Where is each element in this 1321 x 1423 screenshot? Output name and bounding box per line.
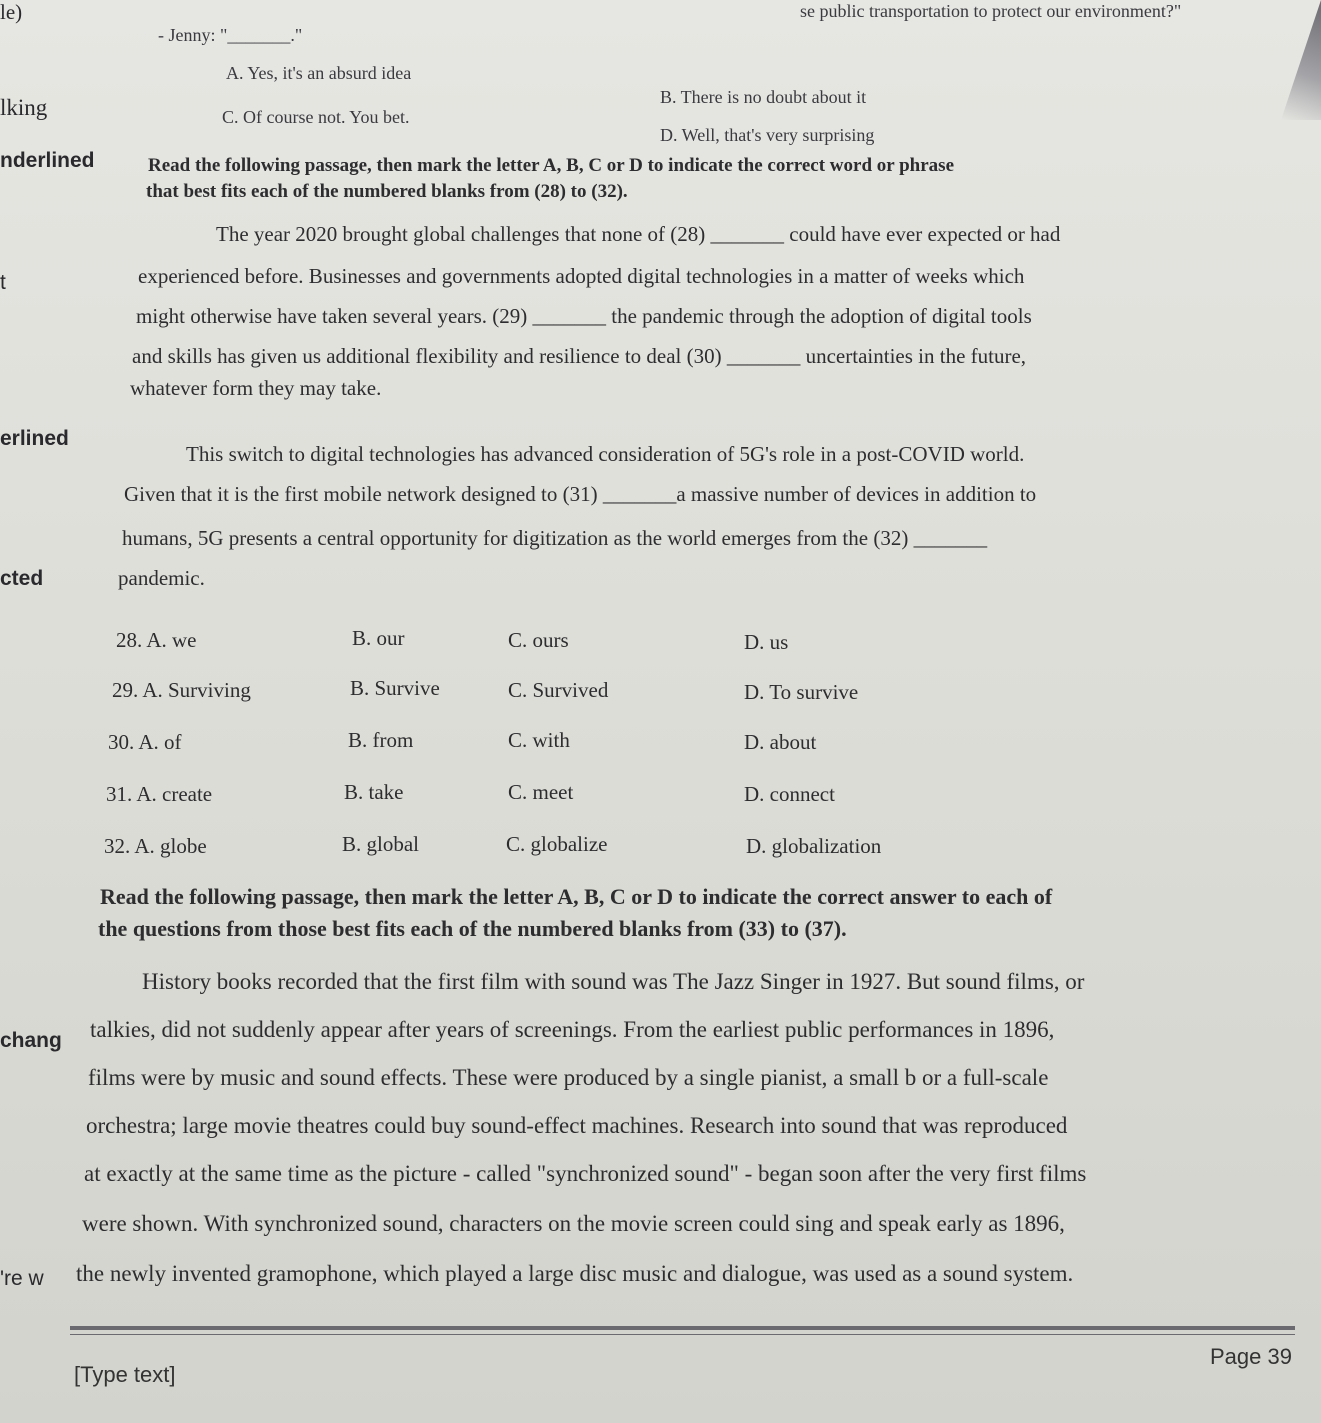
- option-c: C. ours: [508, 628, 569, 652]
- passage-line: talkies, did not suddenly appear after years of screenings. From the earliest public performances in 1896,: [90, 1017, 1055, 1042]
- passage-line: humans, 5G presents a central opportunity for digitization as the world emerges from the (32) _______: [122, 526, 988, 550]
- margin-fragment: cted: [0, 567, 44, 590]
- option-row-number: 30. A. of: [108, 730, 182, 754]
- option-b: B. global: [342, 832, 419, 856]
- option-b: B. take: [344, 780, 404, 804]
- option-row-number: 31. A. create: [106, 782, 213, 806]
- passage-line: This switch to digital technologies has advanced consideration of 5G's role in a post-COVID world.: [186, 442, 1025, 466]
- option-d: D. connect: [744, 782, 835, 806]
- option-row-number: 29. A. Surviving: [112, 678, 251, 702]
- passage-line: pandemic.: [118, 566, 205, 590]
- option-b: B. our: [352, 626, 405, 650]
- section-instruction: Read the following passage, then mark the letter A, B, C or D to indicate the correct word or phrase: [148, 155, 954, 176]
- option-b: B. There is no doubt about it: [660, 87, 867, 107]
- option-d: D. about: [744, 730, 817, 754]
- option-c: C. meet: [508, 780, 574, 804]
- option-c: C. Of course not. You bet.: [222, 107, 410, 127]
- option-d: D. To survive: [744, 680, 859, 704]
- footer-rule-thin: [70, 1334, 1295, 1335]
- footer-placeholder-text: [Type text]: [74, 1362, 176, 1387]
- dialogue-line: - Jenny: "_______.": [158, 25, 303, 45]
- option-c: C. Survived: [508, 678, 609, 702]
- passage-line: The year 2020 brought global challenges that none of (28) _______ could have ever expected or had: [216, 222, 1061, 246]
- option-c: C. globalize: [506, 832, 608, 856]
- passage-line: the newly invented gramophone, which played a large disc music and dialogue, was used as a sound system.: [76, 1261, 1074, 1286]
- passage-line: whatever form they may take.: [130, 376, 382, 400]
- passage-line: and skills has given us additional flexibility and resilience to deal (30) _______ uncertainties in the future,: [132, 344, 1027, 368]
- margin-fragment: t: [0, 271, 6, 294]
- page-number: Page 39: [1210, 1344, 1292, 1369]
- question-prompt-tail: se public transportation to protect our environment?": [800, 1, 1182, 21]
- option-b: B. Survive: [350, 676, 440, 700]
- passage-line: films were by music and sound effects. These were produced by a single pianist, a small b or a full-scale: [88, 1065, 1049, 1090]
- passage-line: experienced before. Businesses and governments adopted digital technologies in a matter of weeks which: [138, 264, 1025, 288]
- margin-fragment: le): [0, 0, 23, 24]
- passage-line: at exactly at the same time as the picture - called "synchronized sound" - began soon after the very first films: [84, 1161, 1087, 1186]
- option-b: B. from: [348, 728, 414, 752]
- section-instruction: that best fits each of the numbered blanks from (28) to (32).: [146, 181, 628, 202]
- footer-rule: [70, 1326, 1295, 1330]
- option-d: D. us: [744, 630, 789, 654]
- section-instruction: Read the following passage, then mark the letter A, B, C or D to indicate the correct answer to each of: [100, 884, 1053, 909]
- option-d: D. globalization: [746, 834, 882, 858]
- section-instruction: the questions from those best fits each of the numbered blanks from (33) to (37).: [98, 916, 847, 941]
- passage-line: History books recorded that the first film with sound was The Jazz Singer in 1927. But sound films, or: [142, 969, 1085, 994]
- option-row-number: 32. A. globe: [104, 834, 207, 858]
- passage-line: were shown. With synchronized sound, characters on the movie screen could sing and speak early as 1896,: [82, 1211, 1065, 1236]
- passage-line: Given that it is the first mobile network designed to (31) _______a massive number of devices in addition to: [124, 482, 1037, 506]
- margin-fragment: nderlined: [0, 149, 95, 172]
- passage-line: orchestra; large movie theatres could buy sound-effect machines. Research into sound that was reproduced: [86, 1113, 1068, 1138]
- margin-fragment: lking: [0, 95, 48, 120]
- passage-line: might otherwise have taken several years. (29) _______ the pandemic through the adoption of digital tools: [136, 304, 1032, 328]
- margin-fragment: erlined: [0, 427, 69, 450]
- option-c: C. with: [508, 728, 570, 752]
- margin-fragment: chang: [0, 1029, 62, 1052]
- option-d: D. Well, that's very surprising: [660, 125, 875, 145]
- option-a: A. Yes, it's an absurd idea: [226, 63, 412, 83]
- option-row-number: 28. A. we: [116, 628, 197, 652]
- margin-fragment: 're w: [0, 1267, 44, 1290]
